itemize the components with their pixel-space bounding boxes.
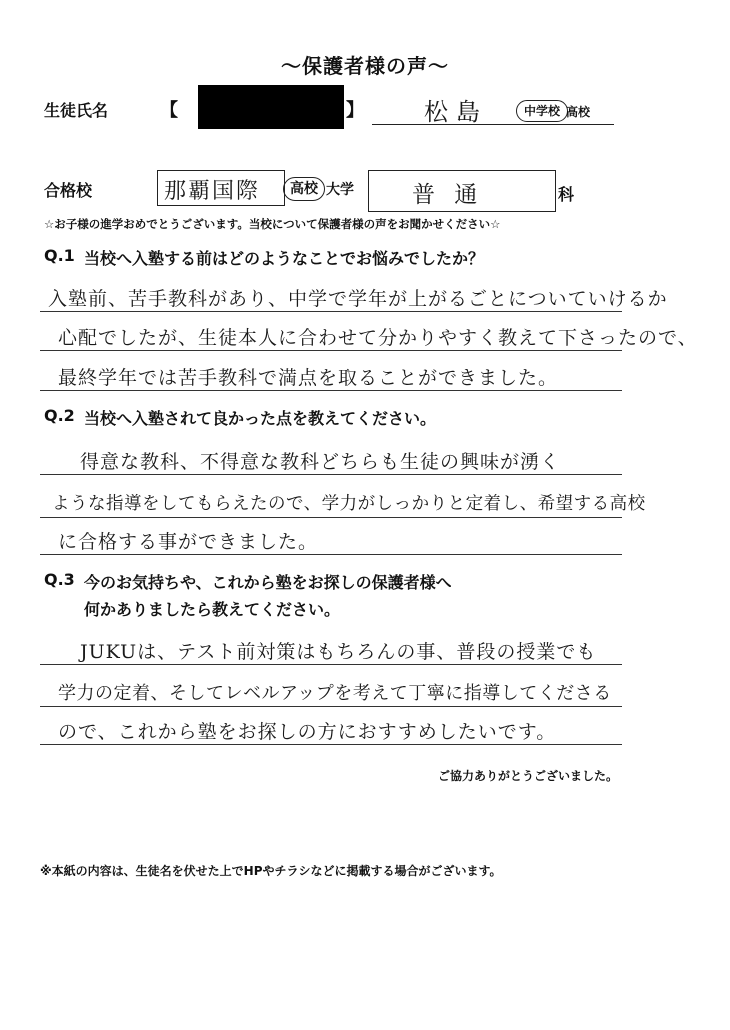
passed-school-label: 合格校 [44,181,93,200]
q1-answer-line-1: 入塾前、苦手教科があり、中学で学年が上がるごとについていけるか [48,288,668,310]
page-title: 〜保護者様の声〜 [281,54,449,78]
q2-answer-line-3: に合格する事ができました。 [58,531,319,553]
q2-answer-line-1: 得意な教科、不得意な教科どちらも生徒の興味が湧く [80,451,561,473]
school-type-other: 高校 [566,105,591,119]
q3-rule-3 [40,744,622,745]
q3-answer-line-1: JUKUは、テスト前対策はもちろんの事、普段の授業でも [80,641,597,663]
passed-school-name: 那覇国際 [164,179,261,204]
q2-rule-2 [40,517,622,518]
q1-text: 当校へ入塾する前はどのようなことでお悩みでしたか？ [84,249,485,268]
q3-text-2: 何かありましたら教えてください。 [84,600,341,619]
passed-school-type-other: 大学 [326,182,354,198]
footer-note: ※本紙の内容は、生徒名を伏せた上でHPやチラシなどに掲載する場合がございます。 [40,864,502,878]
bracket-close: 】 [346,100,364,121]
course-suffix: 科 [558,185,575,204]
thanks-text: ご協力ありがとうございました。 [438,769,619,783]
student-name-label: 生徒氏名 [44,101,109,120]
q3-rule-2 [40,706,622,707]
q2-answer-line-2: ような指導をしてもらえたので、学力がしっかりと定着し、希望する高校 [52,494,646,514]
q2-number: Q.2 [44,406,75,425]
q2-rule-1 [40,474,622,475]
redacted-student-name [198,85,344,129]
q2-rule-3 [40,554,622,555]
q2-text: 当校へ入塾されて良かった点を教えてください。 [84,409,437,428]
q1-number: Q.1 [44,246,75,265]
q3-rule-1 [40,664,622,665]
q3-answer-line-3: ので、これから塾をお探しの方におすすめしたいです。 [58,721,557,743]
course-name: 普 通 [412,182,484,208]
intro-note: ☆お子様の進学おめでとうございます。当校について保護者様の声をお聞かせください☆ [44,217,501,231]
q1-answer-line-2: 心配でしたが、生徒本人に合わせて分かりやすく教えて下さったので、 [58,327,698,349]
q1-rule-1 [40,311,622,312]
junior-school-name: 松島 [424,98,488,126]
q3-number: Q.3 [44,570,75,589]
q3-answer-line-2: 学力の定着、そしてレベルアップを考えて丁寧に指導してくださる [58,683,612,704]
q3-text: 今のお気持ちや、これから塾をお探しの保護者様へ [84,573,452,592]
passed-school-type-circled: 高校 [283,177,325,201]
school-type-circled: 中学校 [516,100,568,122]
school-underline [372,124,614,125]
bracket-open: 【 [160,100,178,121]
q1-rule-3 [40,390,622,391]
q1-rule-2 [40,350,622,351]
q1-answer-line-3: 最終学年では苦手教科で満点を取ることができました。 [58,367,559,389]
